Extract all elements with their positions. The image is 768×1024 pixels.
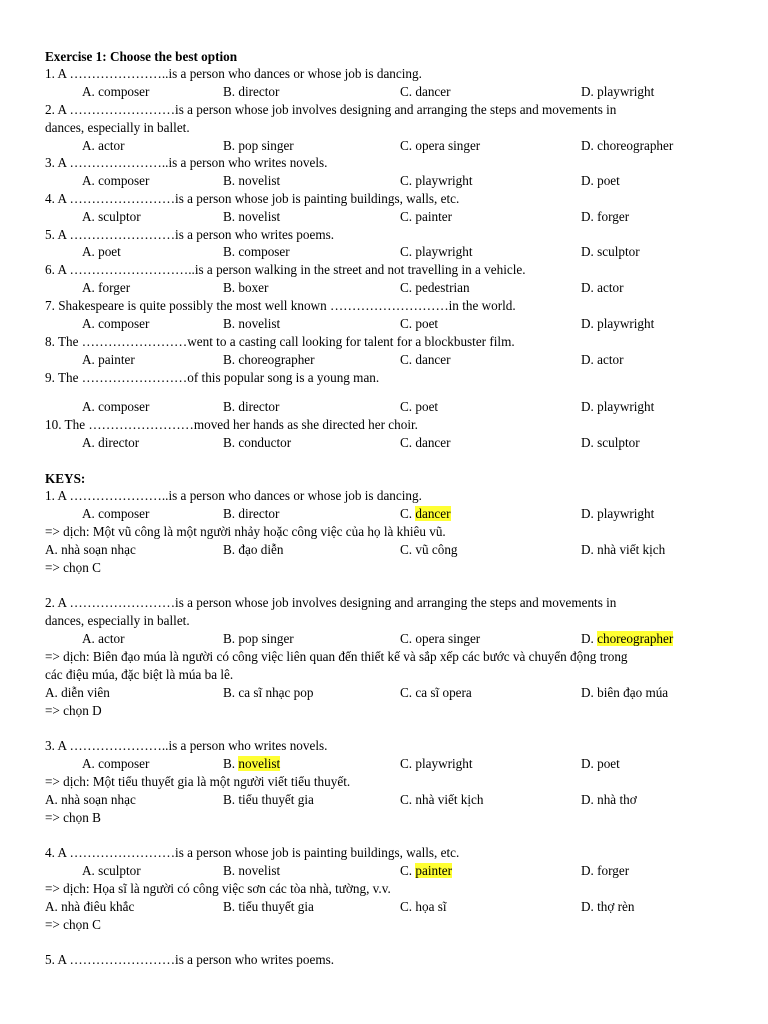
key-3-choice: => chọn B — [45, 810, 101, 825]
q1-option-c: C. dancer — [400, 84, 451, 99]
key-4-choice: => chọn C — [45, 917, 101, 932]
q5-option-b: B. composer — [223, 244, 290, 259]
key2-option-d-prefix: D. — [581, 631, 598, 646]
key3-vi-option-c: C. nhà viết kịch — [400, 792, 484, 807]
key-1-choice: => chọn C — [45, 560, 101, 575]
key2-option-c: C. opera singer — [400, 631, 481, 646]
q1-option-b: B. director — [223, 84, 280, 99]
key-1-translation: => dịch: Một vũ công là một người nhảy hoặc công việc của họ là khiêu vũ. — [45, 524, 446, 539]
key4-option-b: B. novelist — [223, 863, 281, 878]
key1-option-c — [400, 505, 451, 522]
question-7: 7. Shakespeare is quite possibly the most well known ………………………in the world. — [45, 298, 516, 313]
q4-option-d: D. forger — [581, 209, 630, 224]
key2-option-a: A. actor — [82, 631, 125, 646]
q10-option-d: D. sculptor — [581, 435, 640, 450]
q2-option-d: D. choreographer — [581, 138, 674, 153]
key2-option-b: B. pop singer — [223, 631, 294, 646]
key2-option-d — [581, 630, 673, 647]
key1-vi-option-c: C. vũ công — [400, 542, 458, 557]
key-2-translation-cont: các điệu múa, đặc biệt là múa ba lê. — [45, 667, 234, 682]
q3-option-a: A. composer — [82, 173, 150, 188]
key1-vi-option-a: A. nhà soạn nhạc — [45, 542, 136, 557]
key-4-translation: => dịch: Họa sĩ là người có công việc sơn các tòa nhà, tường, v.v. — [45, 881, 391, 896]
key1-option-c-prefix: C. — [400, 506, 416, 521]
q7-option-a: A. composer — [82, 316, 150, 331]
key4-highlighted-answer: painter — [415, 863, 453, 878]
q3-option-d: D. poet — [581, 173, 620, 188]
question-2-cont: dances, especially in ballet. — [45, 120, 190, 135]
q7-option-c: C. poet — [400, 316, 439, 331]
exercise-title: Exercise 1: Choose the best option — [45, 49, 238, 64]
question-8: 8. The ……………………went to a casting call looking for talent for a blockbuster film. — [45, 334, 515, 349]
q8-option-c: C. dancer — [400, 352, 451, 367]
q2-option-b: B. pop singer — [223, 138, 294, 153]
q7-option-d: D. playwright — [581, 316, 655, 331]
key3-vi-option-a: A. nhà soạn nhạc — [45, 792, 136, 807]
key1-option-b: B. director — [223, 506, 280, 521]
key3-option-b-prefix: B. — [223, 756, 239, 771]
q9-option-b: B. director — [223, 399, 280, 414]
key-5-question: 5. A ……………………is a person who writes poems. — [45, 952, 335, 967]
key2-highlighted-answer: choreographer — [597, 631, 674, 646]
key-2-question: 2. A ……………………is a person whose job involves designing and arranging the steps and movements in — [45, 595, 617, 610]
key3-highlighted-answer: novelist — [238, 756, 281, 771]
q4-option-a: A. sculptor — [82, 209, 141, 224]
q3-option-c: C. playwright — [400, 173, 473, 188]
q10-option-b: B. conductor — [223, 435, 292, 450]
key4-option-c — [400, 862, 452, 879]
q2-option-a: A. actor — [82, 138, 125, 153]
key-3-translation: => dịch: Một tiểu thuyết gia là một người viết tiểu thuyết. — [45, 774, 351, 789]
key1-option-d: D. playwright — [581, 506, 655, 521]
question-5: 5. A ……………………is a person who writes poems. — [45, 227, 335, 242]
key2-vi-option-a: A. diễn viên — [45, 685, 110, 700]
question-6: 6. A ………………………..is a person walking in the street and not travelling in a vehicle. — [45, 262, 526, 277]
q7-option-b: B. novelist — [223, 316, 281, 331]
key4-option-d: D. forger — [581, 863, 630, 878]
q3-option-b: B. novelist — [223, 173, 281, 188]
key1-highlighted-answer: dancer — [415, 506, 451, 521]
keys-title: KEYS: — [45, 471, 86, 486]
q9-option-d: D. playwright — [581, 399, 655, 414]
key2-vi-option-d: D. biên đạo múa — [581, 685, 669, 700]
q8-option-a: A. painter — [82, 352, 135, 367]
key-4-question: 4. A ……………………is a person whose job is painting buildings, walls, etc. — [45, 845, 460, 860]
key-2-question-cont: dances, especially in ballet. — [45, 613, 190, 628]
key2-vi-option-c: C. ca sĩ opera — [400, 685, 472, 700]
q6-option-a: A. forger — [82, 280, 131, 295]
key4-vi-option-b: B. tiểu thuyết gia — [223, 899, 314, 914]
q9-option-c: C. poet — [400, 399, 439, 414]
question-4: 4. A ……………………is a person whose job is painting buildings, walls, etc. — [45, 191, 460, 206]
key3-vi-option-d: D. nhà thơ — [581, 792, 637, 807]
q5-option-a: A. poet — [82, 244, 121, 259]
key3-option-b — [223, 755, 280, 772]
q6-option-b: B. boxer — [223, 280, 269, 295]
key-2-translation: => dịch: Biên đạo múa là người có công việc liên quan đến thiết kế và sắp xếp các bước và chuyển động trong — [45, 649, 628, 664]
q10-option-a: A. director — [82, 435, 140, 450]
q9-option-a: A. composer — [82, 399, 150, 414]
question-1: 1. A …………………..is a person who dances or whose job is dancing. — [45, 66, 422, 81]
key4-vi-option-a: A. nhà điêu khắc — [45, 899, 135, 914]
question-2: 2. A ……………………is a person whose job involves designing and arranging the steps and movements in — [45, 102, 617, 117]
key4-option-a: A. sculptor — [82, 863, 141, 878]
q2-option-c: C. opera singer — [400, 138, 481, 153]
key2-vi-option-b: B. ca sĩ nhạc pop — [223, 685, 314, 700]
q1-option-a: A. composer — [82, 84, 150, 99]
question-9: 9. The ……………………of this popular song is a young man. — [45, 370, 380, 385]
key4-option-c-prefix: C. — [400, 863, 416, 878]
key-1-question: 1. A …………………..is a person who dances or whose job is dancing. — [45, 488, 422, 503]
q4-option-b: B. novelist — [223, 209, 281, 224]
key1-option-a: A. composer — [82, 506, 150, 521]
key3-option-d: D. poet — [581, 756, 620, 771]
key-3-question: 3. A …………………..is a person who writes novels. — [45, 738, 328, 753]
key-2-choice: => chọn D — [45, 703, 102, 718]
q5-option-c: C. playwright — [400, 244, 473, 259]
key4-vi-option-d: D. thợ rèn — [581, 899, 635, 914]
q1-option-d: D. playwright — [581, 84, 655, 99]
q6-option-c: C. pedestrian — [400, 280, 470, 295]
question-10: 10. The ……………………moved her hands as she directed her choir. — [45, 417, 418, 432]
q8-option-d: D. actor — [581, 352, 624, 367]
key3-option-c: C. playwright — [400, 756, 473, 771]
question-3: 3. A …………………..is a person who writes novels. — [45, 155, 328, 170]
q4-option-c: C. painter — [400, 209, 453, 224]
q10-option-c: C. dancer — [400, 435, 451, 450]
q8-option-b: B. choreographer — [223, 352, 315, 367]
key1-vi-option-b: B. đạo diễn — [223, 542, 284, 557]
key3-vi-option-b: B. tiểu thuyết gia — [223, 792, 314, 807]
q6-option-d: D. actor — [581, 280, 624, 295]
key1-vi-option-d: D. nhà viết kịch — [581, 542, 666, 557]
key4-vi-option-c: C. họa sĩ — [400, 899, 447, 914]
q5-option-d: D. sculptor — [581, 244, 640, 259]
key3-option-a: A. composer — [82, 756, 150, 771]
